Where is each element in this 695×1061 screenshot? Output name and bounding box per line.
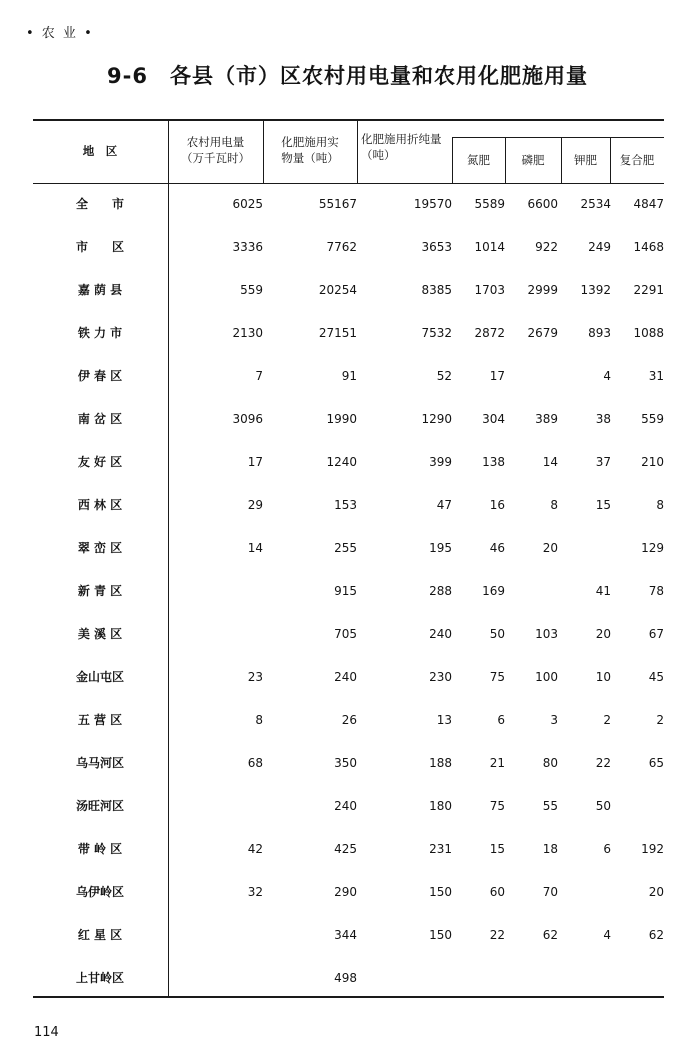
- cell-fert-pure: 52: [436, 369, 452, 383]
- cell-fert-pure: 195: [429, 541, 452, 555]
- cell-electricity: 7: [255, 369, 263, 383]
- row-region-label: 金山屯区: [75, 670, 124, 684]
- row-region-label: 新 青 区: [77, 584, 123, 598]
- header-potash: 钾肥: [574, 153, 597, 167]
- cell-fert-physical: 344: [334, 928, 357, 942]
- cell-fert-pure: 1290: [421, 412, 452, 426]
- cell-fert-physical: 255: [334, 541, 357, 555]
- cell-fert-physical: 350: [334, 756, 357, 770]
- row-region-label: 嘉 荫 县: [77, 283, 123, 297]
- header-electricity: 农村用电量 （万千瓦时）: [181, 135, 250, 165]
- cell-phosphate: 103: [535, 627, 558, 641]
- cell-phosphate: 3: [550, 713, 558, 727]
- cell-nitrogen: 138: [482, 455, 505, 469]
- header-fertilizer-physical: 化肥施用实 物量（吨）: [281, 135, 339, 165]
- row-region-label: 美 溪 区: [77, 627, 123, 641]
- section-label: • 农 业 •: [26, 26, 94, 41]
- cell-electricity: 23: [247, 670, 263, 684]
- cell-nitrogen: 22: [489, 928, 505, 942]
- cell-potash: 50: [595, 799, 611, 813]
- cell-potash: 41: [595, 584, 611, 598]
- cell-fert-pure: 240: [429, 627, 452, 641]
- cell-fert-pure: 150: [429, 928, 452, 942]
- cell-fert-physical: 26: [341, 713, 357, 727]
- cell-nitrogen: 6: [497, 713, 505, 727]
- cell-fert-physical: 498: [334, 971, 357, 985]
- cell-fert-physical: 153: [334, 498, 357, 512]
- cell-phosphate: 55: [542, 799, 558, 813]
- cell-compound: 78: [648, 584, 664, 598]
- cell-potash: 38: [595, 412, 611, 426]
- cell-phosphate: 14: [542, 455, 558, 469]
- header-fertilizer-pure: 化肥施用折纯量 （吨）: [361, 132, 442, 162]
- cell-phosphate: 100: [535, 670, 558, 684]
- cell-nitrogen: 75: [489, 670, 505, 684]
- cell-fert-physical: 425: [334, 842, 357, 856]
- cell-potash: 249: [588, 240, 611, 254]
- cell-compound: 129: [641, 541, 664, 555]
- cell-compound: 210: [641, 455, 664, 469]
- row-region-label: 五 营 区: [77, 713, 123, 727]
- cell-electricity: 17: [247, 455, 263, 469]
- column-divider: [168, 120, 169, 997]
- cell-nitrogen: 304: [482, 412, 505, 426]
- cell-fert-physical: 290: [334, 885, 357, 899]
- cell-potash: 10: [595, 670, 611, 684]
- header-nitrogen: 氮肥: [467, 153, 490, 167]
- cell-phosphate: 8: [550, 498, 558, 512]
- cell-potash: 37: [595, 455, 611, 469]
- cell-compound: 8: [656, 498, 664, 512]
- cell-compound: 20: [648, 885, 664, 899]
- cell-compound: 559: [641, 412, 664, 426]
- cell-compound: 65: [648, 756, 664, 770]
- header-compound: 复合肥: [619, 153, 655, 167]
- row-region-label: 汤旺河区: [75, 799, 124, 813]
- table-bottom-rule: [33, 996, 664, 998]
- cell-fert-pure: 13: [436, 713, 452, 727]
- cell-electricity: 14: [247, 541, 263, 555]
- cell-potash: 893: [588, 326, 611, 340]
- cell-electricity: 32: [247, 885, 263, 899]
- cell-electricity: 3336: [232, 240, 263, 254]
- cell-fert-pure: 47: [436, 498, 452, 512]
- cell-fert-pure: 288: [429, 584, 452, 598]
- cell-compound: 1468: [633, 240, 664, 254]
- cell-electricity: 68: [247, 756, 263, 770]
- cell-compound: 2291: [633, 283, 664, 297]
- cell-potash: 2: [603, 713, 611, 727]
- cell-nitrogen: 21: [489, 756, 505, 770]
- header-region: 地 区: [82, 144, 118, 158]
- cell-fert-physical: 27151: [318, 326, 357, 340]
- cell-fert-pure: 19570: [413, 197, 452, 211]
- cell-fert-pure: 188: [429, 756, 452, 770]
- cell-potash: 4: [603, 369, 611, 383]
- cell-nitrogen: 5589: [474, 197, 505, 211]
- cell-fert-pure: 7532: [421, 326, 452, 340]
- row-region-label: 翠 峦 区: [77, 541, 123, 555]
- row-region-label: 伊 春 区: [77, 369, 123, 383]
- row-region-label: 市 区: [75, 240, 124, 254]
- cell-fert-physical: 55167: [318, 197, 357, 211]
- cell-potash: 15: [595, 498, 611, 512]
- cell-nitrogen: 16: [489, 498, 505, 512]
- cell-electricity: 29: [247, 498, 263, 512]
- cell-fert-pure: 8385: [421, 283, 452, 297]
- cell-fert-physical: 705: [334, 627, 357, 641]
- cell-fert-physical: 915: [334, 584, 357, 598]
- cell-nitrogen: 75: [489, 799, 505, 813]
- cell-nitrogen: 60: [489, 885, 505, 899]
- cell-phosphate: 18: [542, 842, 558, 856]
- cell-fert-physical: 1240: [326, 455, 357, 469]
- cell-potash: 20: [595, 627, 611, 641]
- cell-phosphate: 62: [542, 928, 558, 942]
- cell-fert-pure: 399: [429, 455, 452, 469]
- cell-fert-pure: 230: [429, 670, 452, 684]
- cell-fert-physical: 1990: [326, 412, 357, 426]
- cell-fert-pure: 150: [429, 885, 452, 899]
- cell-potash: 2534: [580, 197, 611, 211]
- cell-fert-pure: 180: [429, 799, 452, 813]
- cell-compound: 62: [648, 928, 664, 942]
- row-region-label: 乌马河区: [75, 756, 124, 770]
- cell-phosphate: 922: [535, 240, 558, 254]
- cell-fert-physical: 91: [341, 369, 357, 383]
- cell-compound: 45: [648, 670, 664, 684]
- page-number: 114: [34, 1025, 59, 1040]
- cell-compound: 67: [648, 627, 664, 641]
- row-region-label: 红 星 区: [77, 928, 123, 942]
- cell-nitrogen: 50: [489, 627, 505, 641]
- cell-fert-physical: 7762: [326, 240, 357, 254]
- cell-phosphate: 20: [542, 541, 558, 555]
- cell-potash: 4: [603, 928, 611, 942]
- cell-compound: 2: [656, 713, 664, 727]
- cell-electricity: 6025: [232, 197, 263, 211]
- cell-electricity: 559: [240, 283, 263, 297]
- cell-electricity: 2130: [232, 326, 263, 340]
- row-region-label: 友 好 区: [77, 455, 123, 469]
- cell-potash: 22: [595, 756, 611, 770]
- cell-fert-pure: 231: [429, 842, 452, 856]
- row-region-label: 上甘岭区: [75, 971, 124, 985]
- row-region-label: 西 林 区: [77, 498, 123, 512]
- cell-fert-physical: 240: [334, 799, 357, 813]
- cell-nitrogen: 1703: [474, 283, 505, 297]
- cell-nitrogen: 15: [489, 842, 505, 856]
- cell-phosphate: 6600: [527, 197, 558, 211]
- cell-electricity: 8: [255, 713, 263, 727]
- cell-compound: 31: [648, 369, 664, 383]
- row-region-label: 乌伊岭区: [75, 885, 124, 899]
- cell-electricity: 42: [247, 842, 263, 856]
- cell-fert-pure: 3653: [421, 240, 452, 254]
- row-region-label: 南 岔 区: [77, 412, 123, 426]
- cell-nitrogen: 169: [482, 584, 505, 598]
- row-region-label: 全 市: [75, 197, 124, 211]
- cell-phosphate: 389: [535, 412, 558, 426]
- cell-fert-physical: 20254: [318, 283, 357, 297]
- cell-phosphate: 80: [542, 756, 558, 770]
- cell-fert-physical: 240: [334, 670, 357, 684]
- cell-nitrogen: 46: [489, 541, 505, 555]
- cell-potash: 1392: [580, 283, 611, 297]
- cell-electricity: 3096: [232, 412, 263, 426]
- row-region-label: 带 岭 区: [77, 842, 123, 856]
- cell-compound: 192: [641, 842, 664, 856]
- cell-phosphate: 2679: [527, 326, 558, 340]
- cell-nitrogen: 2872: [474, 326, 505, 340]
- subheader-rule: [452, 137, 664, 138]
- table-title: 9-6 各县（市）区农村用电量和农用化肥施用量: [107, 64, 588, 88]
- cell-phosphate: 70: [542, 885, 558, 899]
- cell-compound: 4847: [633, 197, 664, 211]
- cell-nitrogen: 1014: [474, 240, 505, 254]
- cell-compound: 1088: [633, 326, 664, 340]
- table-header-rule: [33, 183, 664, 184]
- table-top-rule: [33, 119, 664, 121]
- cell-nitrogen: 17: [489, 369, 505, 383]
- cell-phosphate: 2999: [527, 283, 558, 297]
- cell-potash: 6: [603, 842, 611, 856]
- header-phosphate: 磷肥: [521, 153, 545, 167]
- row-region-label: 铁 力 市: [77, 326, 123, 340]
